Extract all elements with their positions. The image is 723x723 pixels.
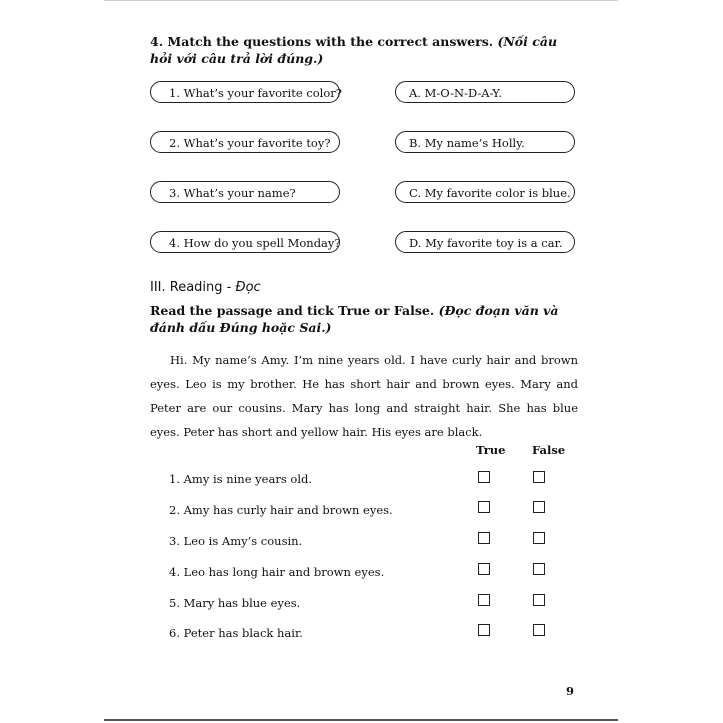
true-checkbox-5[interactable] (478, 594, 490, 606)
true-checkbox-3[interactable] (478, 532, 490, 544)
statement-4: 4. Leo has long hair and brown eyes. (169, 565, 385, 579)
question-pill-4[interactable]: 4. How do you spell Monday? (150, 231, 340, 253)
false-checkbox-5[interactable] (533, 594, 545, 606)
exercise-4-title-vi: (Nối câu hỏi với câu trả lời đúng.) (150, 34, 558, 66)
false-checkbox-1[interactable] (533, 471, 545, 483)
reading-section-title-en: III. Reading - (150, 280, 236, 295)
answer-pill-c[interactable]: C. My favorite color is blue. (395, 181, 575, 203)
reading-section-title (150, 280, 261, 295)
true-checkbox-6[interactable] (478, 624, 490, 636)
false-checkbox-4[interactable] (533, 563, 545, 575)
statement-3: 3. Leo is Amy’s cousin. (169, 534, 303, 548)
page-edge-bottom (104, 719, 618, 721)
reading-passage (150, 348, 578, 444)
page-number: 9 (566, 684, 575, 698)
page-edge-top (104, 0, 618, 1)
answer-pill-a[interactable]: A. M-O-N-D-A-Y. (395, 81, 575, 103)
false-column-header: False (532, 443, 566, 457)
true-checkbox-4[interactable] (478, 563, 490, 575)
reading-instruction (150, 302, 580, 336)
reading-instruction-en: Read the passage and tick True or False. (150, 303, 435, 318)
question-pill-3[interactable]: 3. What’s your name? (150, 181, 340, 203)
statement-2: 2. Amy has curly hair and brown eyes. (169, 503, 393, 517)
question-pill-2[interactable]: 2. What’s your favorite toy? (150, 131, 340, 153)
false-checkbox-2[interactable] (533, 501, 545, 513)
false-checkbox-3[interactable] (533, 532, 545, 544)
answer-pill-d[interactable]: D. My favorite toy is a car. (395, 231, 575, 253)
true-column-header: True (476, 443, 506, 457)
true-checkbox-2[interactable] (478, 501, 490, 513)
reading-section-title-vi: Đọc (235, 280, 261, 295)
exercise-4-title (150, 33, 580, 67)
reading-instruction-vi: (Đọc đoạn văn và đánh dấu Đúng hoặc Sai.) (150, 303, 559, 335)
false-checkbox-6[interactable] (533, 624, 545, 636)
exercise-4-title-en: 4. Match the questions with the correct answers. (150, 34, 494, 49)
answer-pill-b[interactable]: B. My name’s Holly. (395, 131, 575, 153)
question-pill-1[interactable]: 1. What’s your favorite color? (150, 81, 340, 103)
statement-6: 6. Peter has black hair. (169, 626, 303, 640)
reading-passage-text: Hi. My name’s Amy. I’m nine years old. I have curly hair and brown eyes. Leo is my brother. He has short hair and brown eyes. Mary and Peter are our cousins. Mary has long and straight hair. She has blue eyes. Peter has short and yellow hair. His eyes are black. (150, 353, 578, 439)
true-checkbox-1[interactable] (478, 471, 490, 483)
statement-5: 5. Mary has blue eyes. (169, 596, 301, 610)
statement-1: 1. Amy is nine years old. (169, 472, 313, 486)
